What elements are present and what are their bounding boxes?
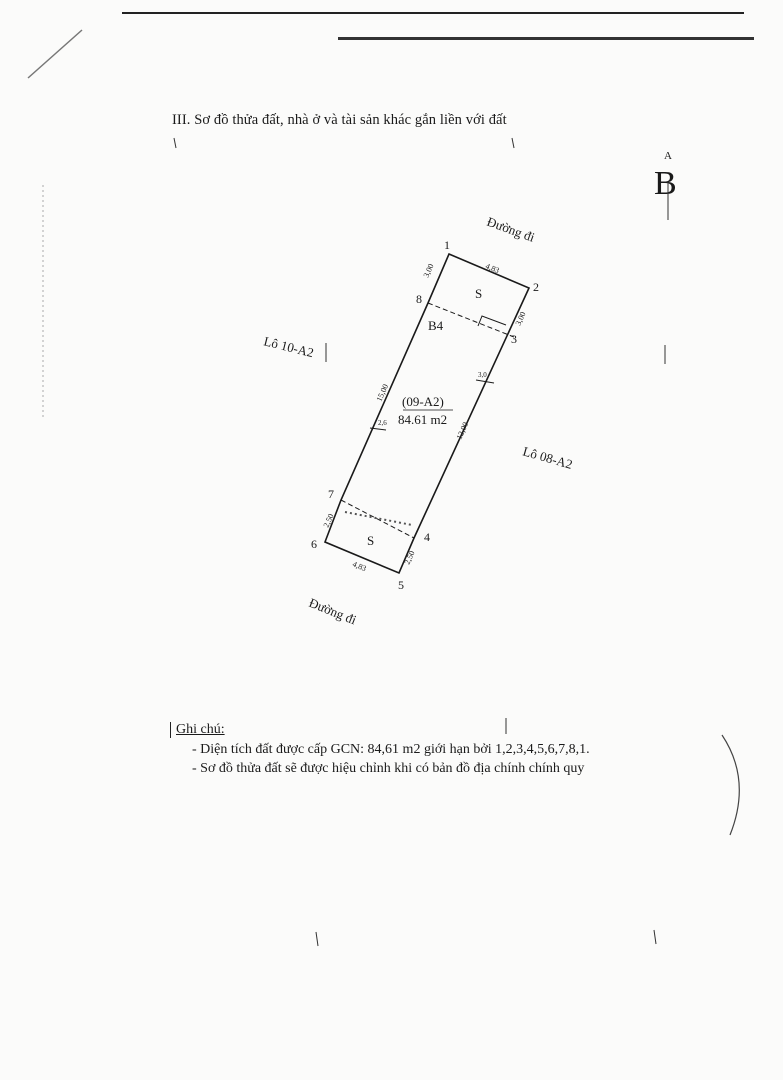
scan-mark xyxy=(316,932,318,946)
setback-top-label: S xyxy=(475,286,483,301)
point-3: 3 xyxy=(511,332,517,346)
note-adjustment: - Sơ đồ thửa đất sẽ được hiệu chỉnh khi có bản đồ địa chính chính quy xyxy=(192,761,585,776)
tick-left-label: 2,6 xyxy=(378,419,387,427)
road-top-label: Đường đi xyxy=(484,213,537,245)
parcel-id: (09-A2) xyxy=(402,394,444,409)
lot-left-label: Lô 10-A2 xyxy=(262,333,316,361)
dimension-3-4: 12,00 xyxy=(454,420,471,441)
dimension-4-5: 2,50 xyxy=(402,549,417,566)
setback-hatch xyxy=(345,512,412,525)
dimension-6-5: 4,83 xyxy=(351,559,368,574)
stamp-edge xyxy=(722,735,739,835)
page-mark: B xyxy=(654,165,677,202)
tick-right-label: 3,0 xyxy=(478,371,487,379)
notes-bar xyxy=(170,722,171,738)
road-bottom-label: Đường đi xyxy=(306,594,359,628)
house-label: B4 xyxy=(428,318,444,333)
point-1: 1 xyxy=(444,238,450,252)
point-5: 5 xyxy=(398,578,404,592)
dimension-2-3: 3,00 xyxy=(513,310,528,327)
setback-line-bottom xyxy=(341,500,414,538)
notes-heading: Ghi chú: xyxy=(176,722,225,737)
parcel-area: 84.61 m2 xyxy=(398,412,448,427)
point-7: 7 xyxy=(328,487,334,501)
lot-right-label: Lô 08-A2 xyxy=(521,443,575,472)
point-8: 8 xyxy=(416,292,422,306)
scan-stroke xyxy=(28,30,82,78)
dimension-1-2: 4,83 xyxy=(484,261,501,276)
point-4: 4 xyxy=(424,530,430,544)
point-6: 6 xyxy=(311,537,317,551)
scan-mark xyxy=(512,138,514,148)
point-2: 2 xyxy=(533,280,539,294)
scan-mark xyxy=(174,138,176,148)
page-mark-small: A xyxy=(664,150,672,162)
dimension-8-7: 15,00 xyxy=(374,382,391,403)
dimension-6-7: 2,50 xyxy=(321,512,336,529)
setback-bottom-label: S xyxy=(367,533,375,548)
dimension-1-8: 3,00 xyxy=(421,262,436,279)
note-area: - Diện tích đất được cấp GCN: 84,61 m2 giới hạn bởi 1,2,3,4,5,6,7,8,1. xyxy=(192,742,590,757)
scan-mark xyxy=(654,930,656,944)
section-title: III. Sơ đồ thửa đất, nhà ở và tài sản khác gắn liền với đất xyxy=(172,112,507,128)
